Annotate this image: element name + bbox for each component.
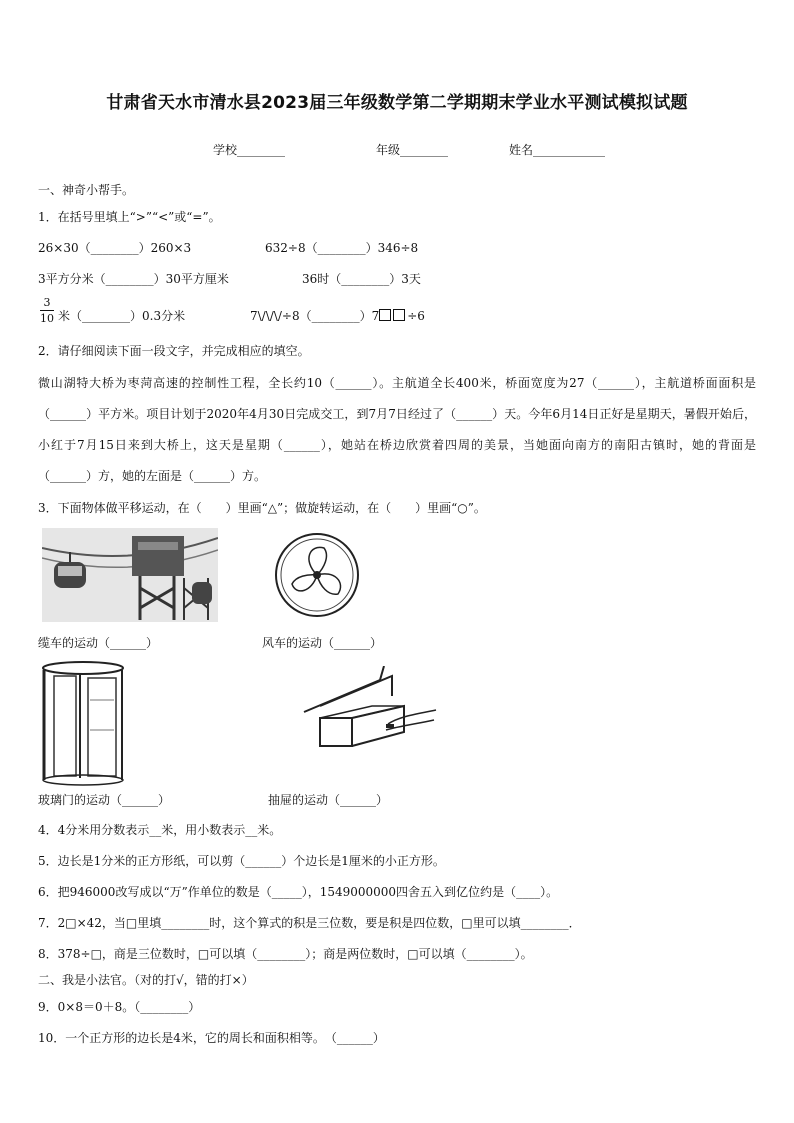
blank-box xyxy=(393,309,405,321)
cable-car-image xyxy=(42,528,218,622)
fraction-numerator: 3 xyxy=(43,296,51,309)
caption-cable-car: 缆车的运动（______） xyxy=(38,636,159,650)
q1-row2-left: 3平方分米（________）30平方厘米 xyxy=(38,272,229,286)
name-field: 姓名____________ xyxy=(509,143,606,157)
question-1-prompt: 1．在括号里填上“>”“<”或“=”。 xyxy=(38,210,221,224)
question-4: 4．4分米用分数表示__米，用小数表示__米。 xyxy=(38,823,282,837)
q1-row1-right: 632÷8（________）346÷8 xyxy=(265,241,419,255)
grade-field: 年级________ xyxy=(376,143,449,157)
q1-row3-left: 米（________）0.3分米 xyxy=(58,309,186,323)
q1-row1-left: 26×30（________）260×3 xyxy=(38,241,192,255)
blank-box xyxy=(379,309,391,321)
school-field: 学校________ xyxy=(213,143,286,157)
caption-fan: 风车的运动（______） xyxy=(262,636,383,650)
caption-drawer: 抽屉的运动（______） xyxy=(268,793,389,807)
drawer-image xyxy=(300,666,440,752)
section-one-heading: 一、神奇小帮手。 xyxy=(38,183,135,197)
fraction-three-tenths xyxy=(40,296,54,325)
section-two-heading: 二、我是小法官。（对的打√，错的打×） xyxy=(38,973,254,987)
question-7: 7．2□×42，当□里填________时，这个算式的积是三位数，要是积是四位数，□里可以填________． xyxy=(38,916,581,930)
fraction-denominator: 10 xyxy=(40,312,54,325)
question-9: 9．0×8＝0＋8。（________） xyxy=(38,1000,201,1014)
question-6: 6．把946000改写成以“万”作单位的数是（_____），1549000000四舍五入到亿位约是（____）。 xyxy=(38,885,559,899)
q1-row2-right: 36时（________）3天 xyxy=(302,272,421,286)
q1-row3-right xyxy=(250,308,425,324)
question-3-prompt: 3．下面物体做平移运动，在（ ）里画“△”；做旋转运动，在（ ）里画“○”。 xyxy=(38,501,486,515)
revolving-door-image xyxy=(38,660,128,786)
fan-image xyxy=(272,530,362,620)
page-title: 甘肃省天水市清水县2023届三年级数学第二学期期末学业水平测试模拟试题 xyxy=(106,93,688,113)
question-2-prompt: 2．请仔细阅读下面一段文字，并完成相应的填空。 xyxy=(38,344,310,358)
fraction-bar xyxy=(40,310,54,311)
caption-glass-door: 玻璃门的运动（______） xyxy=(38,793,171,807)
question-10: 10．一个正方形的边长是4米，它的周长和面积相等。 （______） xyxy=(38,1031,385,1045)
q1-row3-right-text: 7\/\/\/÷8（________）7 xyxy=(250,309,380,323)
q1-row3-right-tail: ÷6 xyxy=(407,309,425,323)
question-2-passage: 微山湖特大桥为枣菏高速的控制性工程，全长约10（______）。主航道全长400米，桥面宽度为27（______），主航道桥面面积是（______）平方米。项目计划于2020年4月30日完成交工，到7月7日经过了（______）天。今年6月14日正好是星期天，暑假开始后，小红于7月15日来到大桥上，这天是星期（______），她站在桥边欣赏着四周的美景，当她面向南方的南阳古镇时，她的背面是（______）方，她的左面是（______）方。 xyxy=(38,376,756,483)
question-5: 5．边长是1分米的正方形纸，可以剪（______）个边长是1厘米的小正方形。 xyxy=(38,854,445,868)
question-8: 8．378÷□，商是三位数时，□可以填（________）；商是两位数时，□可以填（________）。 xyxy=(38,947,533,961)
